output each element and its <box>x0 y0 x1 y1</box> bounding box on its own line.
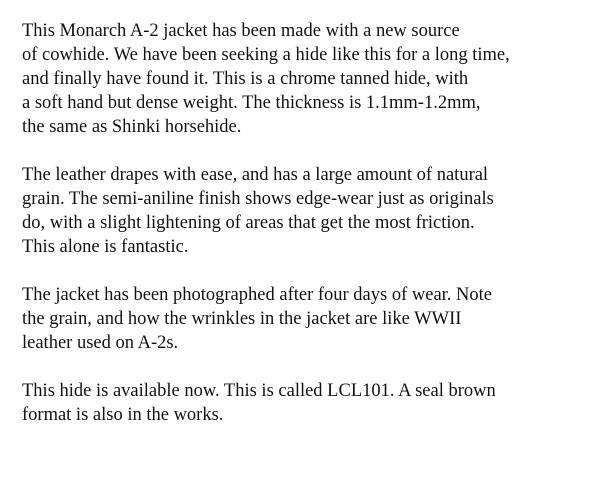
text-line: format is also in the works. <box>22 405 224 425</box>
text-line: and finally have found it. This is a chrome tanned hide, with <box>22 69 469 89</box>
paragraph-leather-source <box>22 19 592 139</box>
text-line: the same as Shinki horsehide. <box>22 117 242 137</box>
paragraph-availability <box>22 379 592 427</box>
text-line: This hide is available now. This is called LCL101. A seal brown <box>22 381 496 401</box>
text-line: a soft hand but dense weight. The thickness is 1.1mm-1.2mm, <box>22 93 481 113</box>
text-line: The leather drapes with ease, and has a large amount of natural <box>22 165 489 185</box>
article-body <box>22 19 592 451</box>
text-line: grain. The semi-aniline finish shows edge-wear just as originals <box>22 189 494 209</box>
paragraph-photographed-wear <box>22 283 592 355</box>
text-line: This Monarch A-2 jacket has been made with a new source <box>22 21 460 41</box>
paragraph-leather-finish <box>22 163 592 259</box>
text-line: the grain, and how the wrinkles in the jacket are like WWII <box>22 309 462 329</box>
text-line: do, with a slight lightening of areas that get the most friction. <box>22 213 475 233</box>
text-line: leather used on A-2s. <box>22 333 179 353</box>
text-line: The jacket has been photographed after four days of wear. Note <box>22 285 493 305</box>
text-line: of cowhide. We have been seeking a hide like this for a long time, <box>22 45 510 65</box>
text-line: This alone is fantastic. <box>22 237 189 257</box>
